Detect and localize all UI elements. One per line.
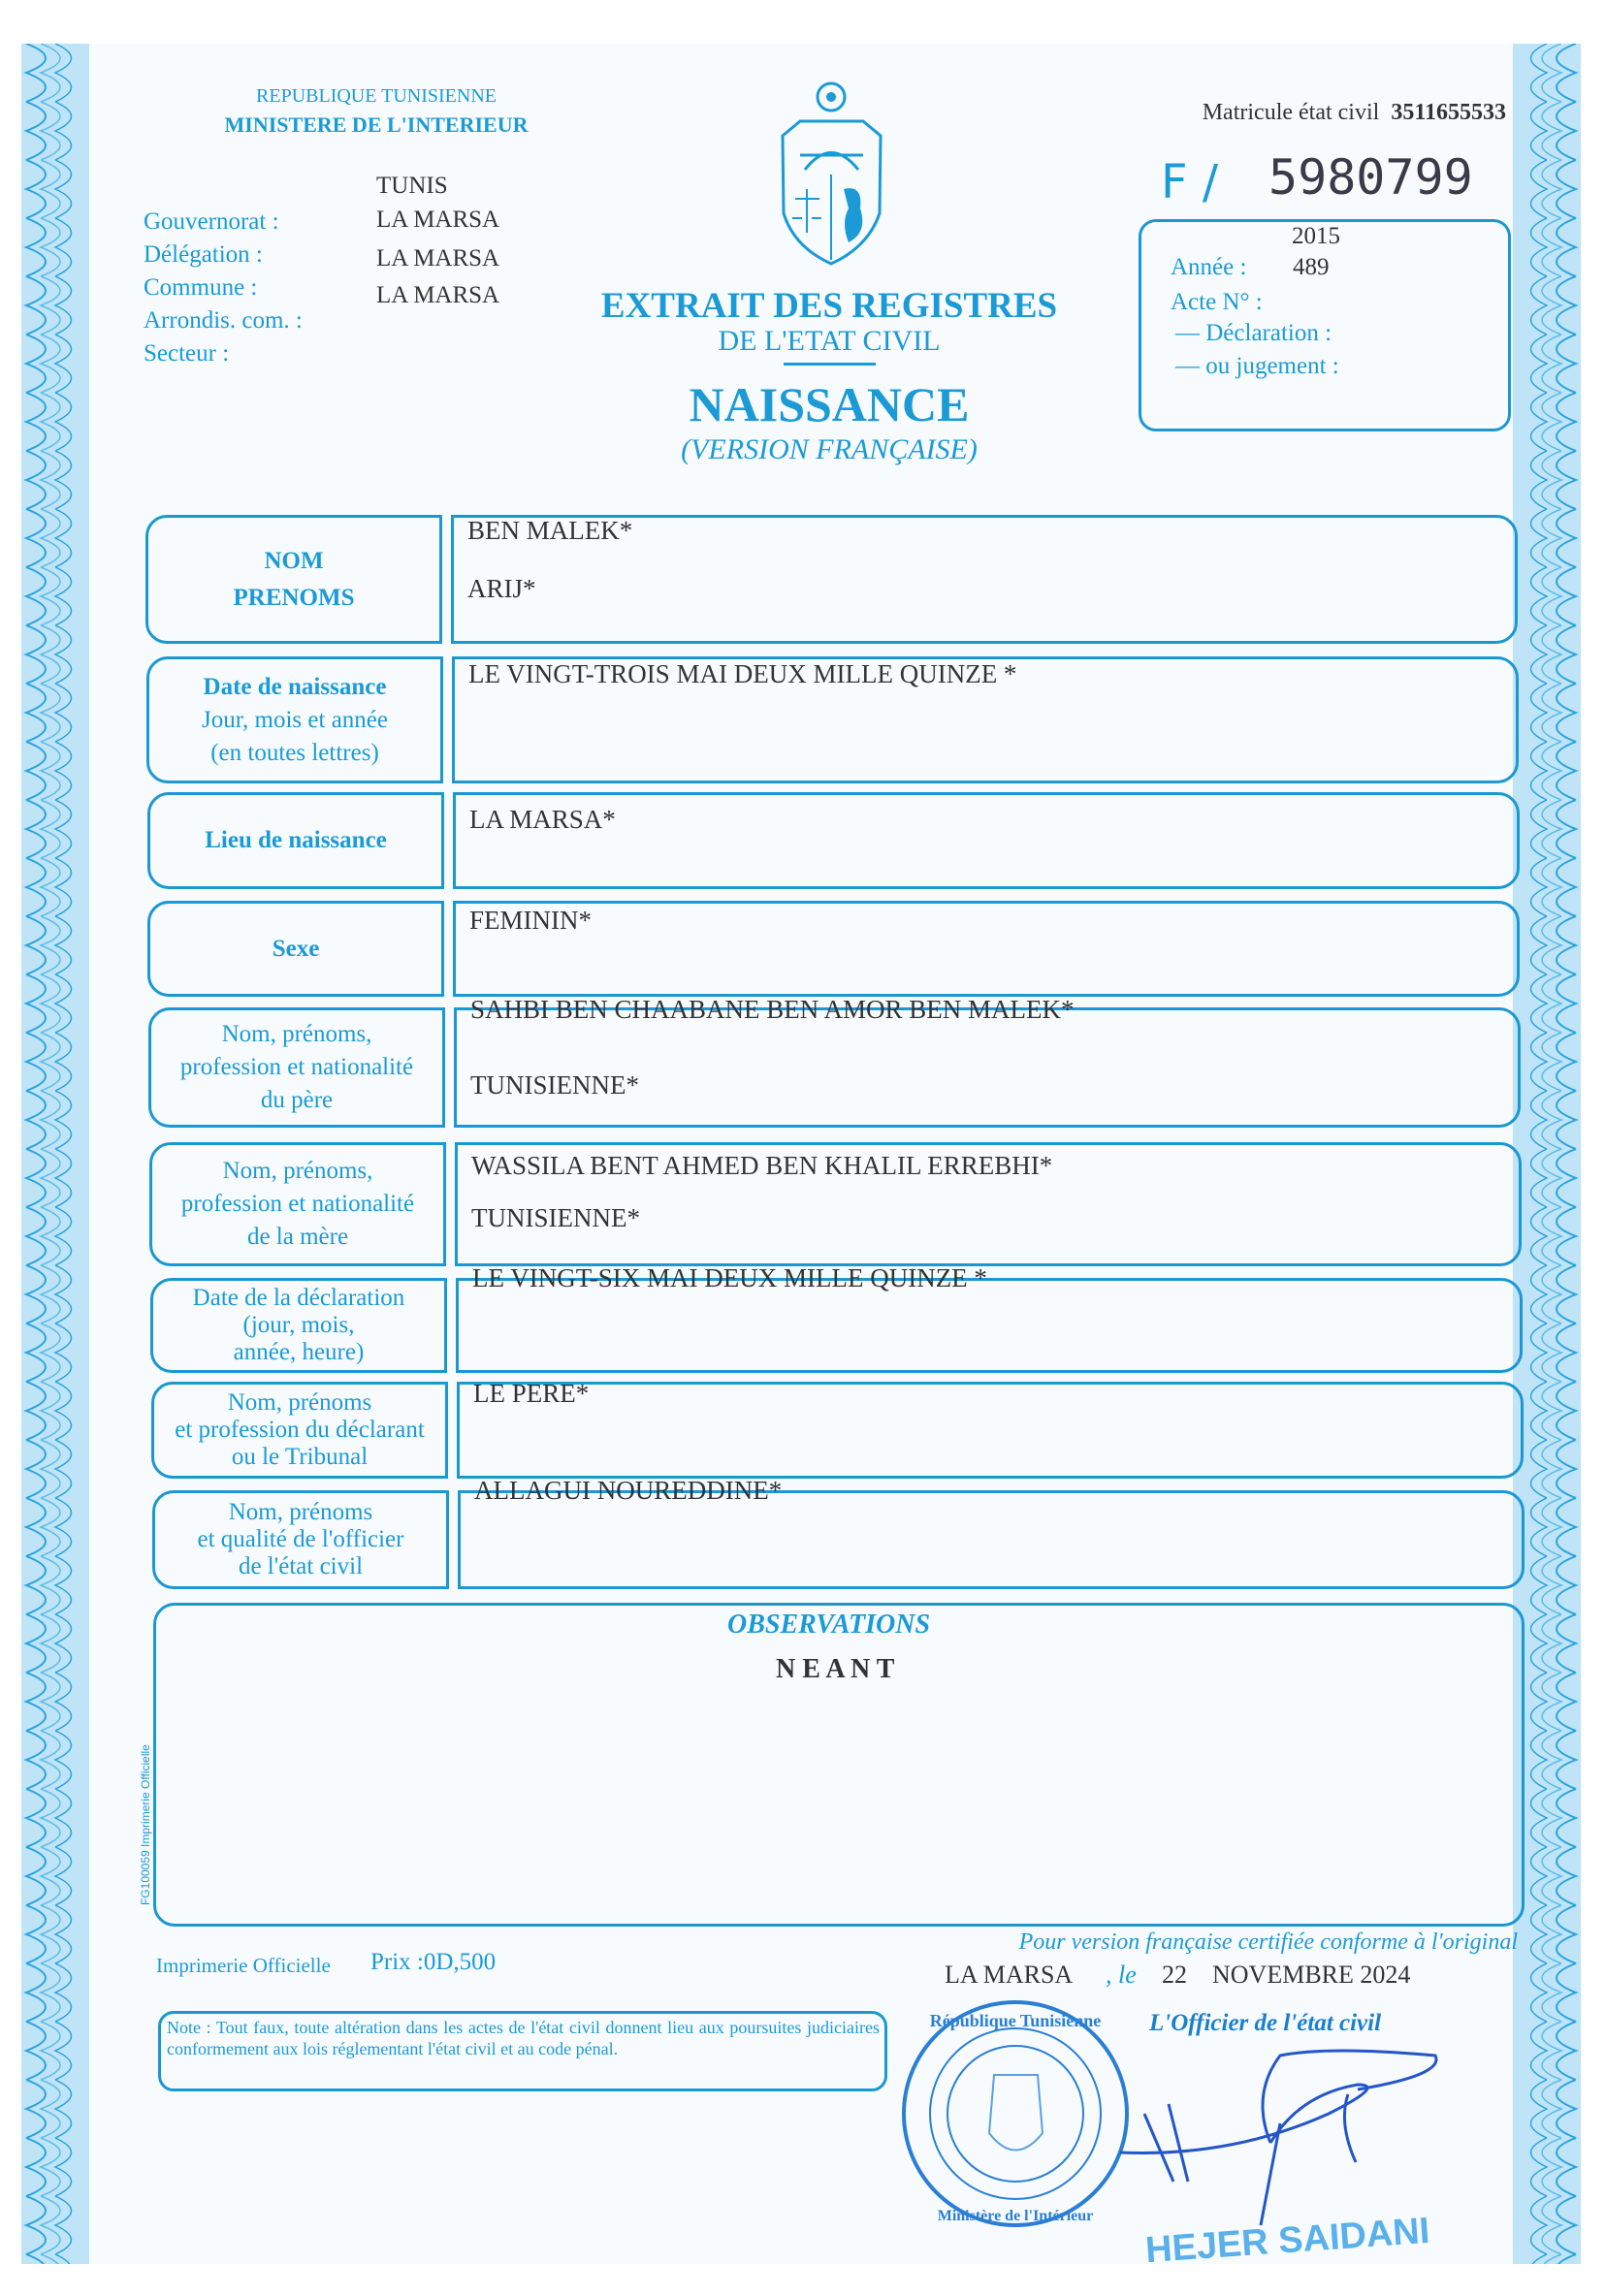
label-line: Jour, mois et année	[201, 706, 388, 733]
label-line: du père	[260, 1087, 334, 1113]
row-label	[147, 792, 444, 889]
svg-text:République Tunisienne: République Tunisienne	[929, 2011, 1102, 2030]
commune-label: Commune :	[144, 274, 258, 301]
gouvernorat-label: Gouvernorat :	[144, 208, 279, 235]
title-version: (VERSION FRANÇAISE)	[681, 433, 978, 465]
svg-text:Ministère de l'Intérieur: Ministère de l'Intérieur	[937, 2208, 1094, 2224]
acte-label: Acte N° :	[1171, 289, 1263, 315]
row-value	[456, 1263, 1523, 1373]
row-value	[451, 515, 1518, 644]
label-line: année, heure)	[233, 1339, 365, 1365]
matricule-value: 3511655533	[1391, 100, 1506, 125]
secteur-label: Secteur :	[144, 340, 230, 367]
label-line: de la mère	[246, 1224, 349, 1250]
serial-prefix: F /	[1161, 155, 1219, 209]
pere-name-value: SAHBI BEN CHAABANE BEN AMOR BEN MALEK*	[470, 995, 1075, 1024]
republic-label: REPUBLIQUE TUNISIENNE	[256, 85, 497, 107]
label-line: PRENOMS	[233, 584, 355, 611]
side-print-reference: FG100059 Imprimerie Officielle	[139, 1744, 152, 1905]
date-naissance-value: LE VINGT-TROIS MAI DEUX MILLE QUINZE *	[468, 659, 1017, 688]
row-label	[147, 901, 444, 997]
mere-nationality-value: TUNISIENNE*	[471, 1203, 640, 1232]
label-line: Lieu de naissance	[205, 827, 387, 853]
label-line: de l'état civil	[238, 1553, 364, 1579]
row-value	[453, 792, 1520, 889]
admin-value-0: TUNIS	[376, 173, 448, 199]
pere-nationality-value: TUNISIENNE*	[470, 1070, 639, 1100]
label-line: profession et nationalité	[179, 1054, 414, 1080]
officer-name-stamp: HEJER SAIDANI	[1143, 2210, 1431, 2272]
commune-value: LA MARSA	[376, 282, 500, 308]
label-line: ou le Tribunal	[231, 1444, 369, 1470]
label-line: Date de la déclaration	[192, 1285, 405, 1311]
row-value	[455, 1142, 1522, 1266]
label-line: et qualité de l'officier	[197, 1526, 404, 1552]
row-label	[150, 1278, 447, 1373]
label-line: (jour, mois,	[242, 1312, 355, 1338]
label-line: profession et nationalité	[180, 1191, 415, 1217]
row-value	[453, 901, 1520, 997]
row-value	[457, 1379, 1524, 1479]
right-guilloche-border	[1513, 44, 1581, 2264]
mere-name-value: WASSILA BENT AHMED BEN KHALIL ERREBHI*	[471, 1151, 1053, 1180]
label-line: Sexe	[272, 935, 320, 962]
row-label	[148, 1007, 445, 1128]
observations-box	[153, 1603, 1525, 1927]
arrondissement-label: Arrondis. com. :	[144, 307, 303, 334]
label-line: et profession du déclarant	[175, 1417, 425, 1443]
price-label: Prix :0D,500	[370, 1949, 497, 1975]
declarant-value: LE PERE*	[473, 1379, 590, 1408]
declaration-label: — Déclaration :	[1175, 320, 1332, 346]
label-line: (en toutes lettres)	[210, 739, 379, 766]
delegation-label: Délégation :	[144, 241, 263, 268]
left-guilloche-border	[21, 44, 89, 2264]
label-line: Nom, prénoms,	[222, 1158, 373, 1184]
officier-value: ALLAGUI NOUREDDINE*	[474, 1476, 783, 1505]
officer-signature	[1115, 2046, 1464, 2230]
label-line: Nom, prénoms	[228, 1499, 373, 1525]
label-line: NOM	[264, 547, 324, 574]
delegation-value: LA MARSA	[376, 245, 500, 271]
title-naissance: NAISSANCE	[689, 377, 970, 431]
row-label	[145, 515, 442, 644]
row-label	[152, 1490, 449, 1589]
printer-label: Imprimerie Officielle	[156, 1954, 331, 1977]
nom-value: BEN MALEK*	[467, 516, 633, 545]
title-extrait: EXTRAIT DES REGISTRES	[600, 286, 1058, 326]
label-line: Nom, prénoms,	[221, 1021, 372, 1047]
row-label	[146, 656, 443, 783]
label-line: Nom, prénoms	[227, 1389, 372, 1416]
prenoms-value: ARIJ*	[467, 574, 536, 603]
title-etat-civil: DE L'ETAT CIVIL	[718, 325, 941, 357]
row-label	[151, 1382, 448, 1479]
row-value	[452, 656, 1519, 783]
date-separator: , le	[1106, 1961, 1137, 1989]
officer-title: L'Officier de l'état civil	[1149, 2010, 1382, 2036]
annee-label: Année :	[1171, 254, 1247, 280]
lieu-naissance-value: LA MARSA*	[469, 805, 616, 834]
ministry-label: MINISTERE DE L'INTERIEUR	[224, 112, 529, 137]
row-label	[149, 1142, 446, 1266]
tunisian-coat-of-arms-emblem	[771, 78, 892, 267]
issue-date: 22 NOVEMBRE 2024	[1162, 1961, 1411, 1989]
observations-value: N E A N T	[776, 1654, 895, 1684]
gouvernorat-value: LA MARSA	[376, 207, 500, 233]
label-line: Date de naissance	[203, 673, 387, 700]
annee-value: 489	[1293, 254, 1330, 280]
title-divider	[784, 363, 876, 366]
serial-number: 5980799	[1268, 149, 1473, 206]
legal-note: Note : Tout faux, toute altération dans les actes de l'état civil donnent lieu aux poursuites judiciaires conformement aux lois réglementant l'état civil et au code pénal.	[167, 2018, 880, 2058]
matricule	[1203, 100, 1506, 126]
observations-label: OBSERVATIONS	[727, 1610, 931, 1640]
date-declaration-value: LE VINGT-SIX MAI DEUX MILLE QUINZE *	[472, 1263, 987, 1292]
sexe-value: FEMININ*	[469, 906, 592, 935]
issue-place: LA MARSA	[945, 1961, 1074, 1989]
jugement-label: — ou jugement :	[1175, 353, 1339, 379]
certified-label: Pour version française certifiée conforme à l'original	[1018, 1929, 1518, 1955]
row-value	[454, 995, 1521, 1128]
matricule-label: Matricule état civil	[1202, 100, 1380, 125]
acte-year: 2015	[1292, 223, 1340, 249]
row-value	[458, 1476, 1525, 1589]
official-stamp	[897, 1997, 1140, 2235]
